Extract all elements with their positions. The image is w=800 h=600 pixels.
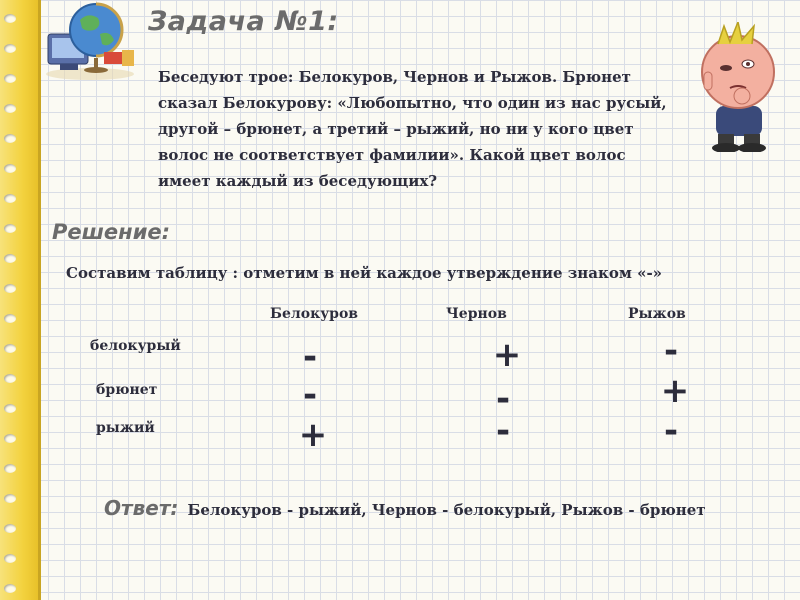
task-line: сказал Белокурову: «Любопытно, что один из нас русый, — [158, 94, 667, 112]
thinking-boy-icon — [696, 22, 782, 152]
task-line: имеет каждый из беседующих? — [158, 172, 438, 190]
table-intro: Составим таблицу : отметим в ней каждое утверждение знаком «-» — [66, 264, 663, 282]
binder-hole — [4, 14, 16, 23]
binder-hole — [4, 284, 16, 293]
row-label-blond: белокурый — [90, 338, 181, 354]
column-header-ryzhov: Рыжов — [628, 306, 686, 322]
binder-hole — [4, 554, 16, 563]
binder-hole — [4, 134, 16, 143]
binder-hole — [4, 344, 16, 353]
mark-brunette-chernov: - — [495, 379, 511, 419]
mark-redhead-belokurov: + — [298, 415, 328, 455]
task-line: волос не соответствует фамилии». Какой цвет волос — [158, 146, 626, 164]
binder-hole — [4, 194, 16, 203]
row-label-redhead: рыжий — [96, 420, 155, 436]
binder-hole — [4, 464, 16, 473]
mark-brunette-belokurov: - — [302, 375, 318, 415]
mark-blond-ryzhov: - — [663, 331, 679, 371]
answer-label: Ответ: — [104, 496, 179, 520]
binder-hole — [4, 44, 16, 53]
binder-hole — [4, 404, 16, 413]
binder-hole — [4, 314, 16, 323]
binder-hole — [4, 494, 16, 503]
binder-hole — [4, 434, 16, 443]
binder-hole — [4, 584, 16, 593]
task-line: Беседуют трое: Белокуров, Чернов и Рыжов. Брюнет — [158, 68, 631, 86]
notebook-binding — [0, 0, 41, 600]
mark-brunette-ryzhov: + — [660, 371, 690, 411]
mark-redhead-ryzhov: - — [663, 411, 679, 451]
answer-text: Белокуров - рыжий, Чернов - белокурый, Рыжов - брюнет — [187, 501, 706, 519]
binder-hole — [4, 254, 16, 263]
task-statement — [158, 64, 698, 194]
mark-blond-belokurov: - — [302, 337, 318, 377]
binder-hole — [4, 224, 16, 233]
binder-hole — [4, 374, 16, 383]
binder-hole — [4, 524, 16, 533]
task-line: другой – брюнет, а третий – рыжий, но ни у кого цвет — [158, 120, 634, 138]
mark-redhead-chernov: - — [495, 411, 511, 451]
row-label-brunette: брюнет — [96, 382, 158, 398]
binder-hole — [4, 104, 16, 113]
globe-and-computer-icon — [40, 0, 140, 80]
binder-hole — [4, 164, 16, 173]
solution-heading: Решение: — [52, 220, 171, 244]
answer-block — [104, 496, 706, 520]
mark-blond-chernov: + — [492, 335, 522, 375]
task-title: Задача №1: — [148, 6, 339, 37]
column-header-chernov: Чернов — [446, 306, 507, 322]
binder-hole — [4, 74, 16, 83]
column-header-belokurov: Белокуров — [270, 306, 359, 322]
